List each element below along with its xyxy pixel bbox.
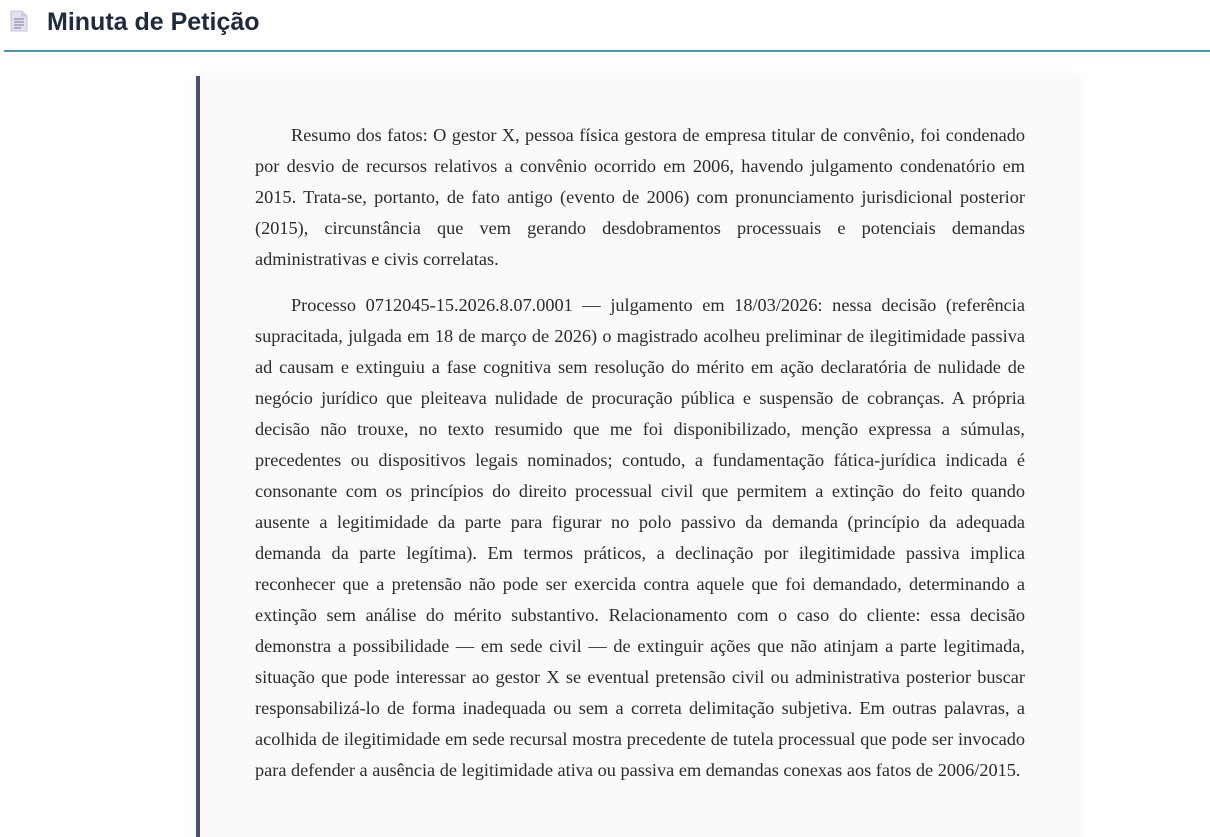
page-header	[4, 0, 1210, 52]
document-body	[255, 120, 1025, 801]
document-panel	[196, 76, 1078, 837]
document-icon	[10, 10, 28, 32]
paragraph-summary-of-facts: Resumo dos fatos: O gestor X, pessoa física gestora de empresa titular de convênio, foi condenado por desvio de recursos relativos a convênio ocorrido em 2006, havendo julgamento condenatório em 2015. Trata-se, portanto, de fato antigo (evento de 2006) com pronunciamento jurisdicional posterior (2015), circunstância que vem gerando desdobramentos processuais e potenciais demandas administrativas e civis correlatas.	[255, 125, 1025, 269]
paragraph-process-decision: Processo 0712045-15.2026.8.07.0001 — julgamento em 18/03/2026: nessa decisão (referência supracitada, julgada em 18 de março de 2026) o magistrado acolheu preliminar de ilegitimidade passiva ad causam e extinguiu a fase cognitiva sem resolução do mérito em ação declaratória de nulidade de negócio jurídico que pleiteava nulidade de procuração pública e suspensão de cobranças. A própria decisão não trouxe, no texto resumido que me foi disponibilizado, menção expressa a súmulas, precedentes ou dispositivos legais nominados; contudo, a fundamentação fática-jurídica indicada é consonante com os princípios do direito processual civil que permitem a extinção do feito quando ausente a legitimidade da parte para figurar no polo passivo da demanda (princípio da adequada demanda da parte legítima). Em termos práticos, a declinação por ilegitimidade passiva implica reconhecer que a pretensão não pode ser exercida contra aquele que foi demandado, determinando a extinção sem análise do mérito substantivo. Relacionamento com o caso do cliente: essa decisão demonstra a possibilidade — em sede civil — de extinguir ações que não atinjam a parte legitimada, situação que pode interessar ao gestor X se eventual pretensão civil ou administrativa posterior buscar responsabilizá-lo de forma inadequada ou sem a correta delimitação subjetiva. Em outras palavras, a acolhida de ilegitimidade em sede recursal mostra precedente de tutela processual que pode ser invocado para defender a ausência de legitimidade ativa ou passiva em demandas conexas aos fatos de 2006/2015.	[255, 295, 1025, 780]
page-title: Minuta de Petição	[47, 8, 260, 36]
